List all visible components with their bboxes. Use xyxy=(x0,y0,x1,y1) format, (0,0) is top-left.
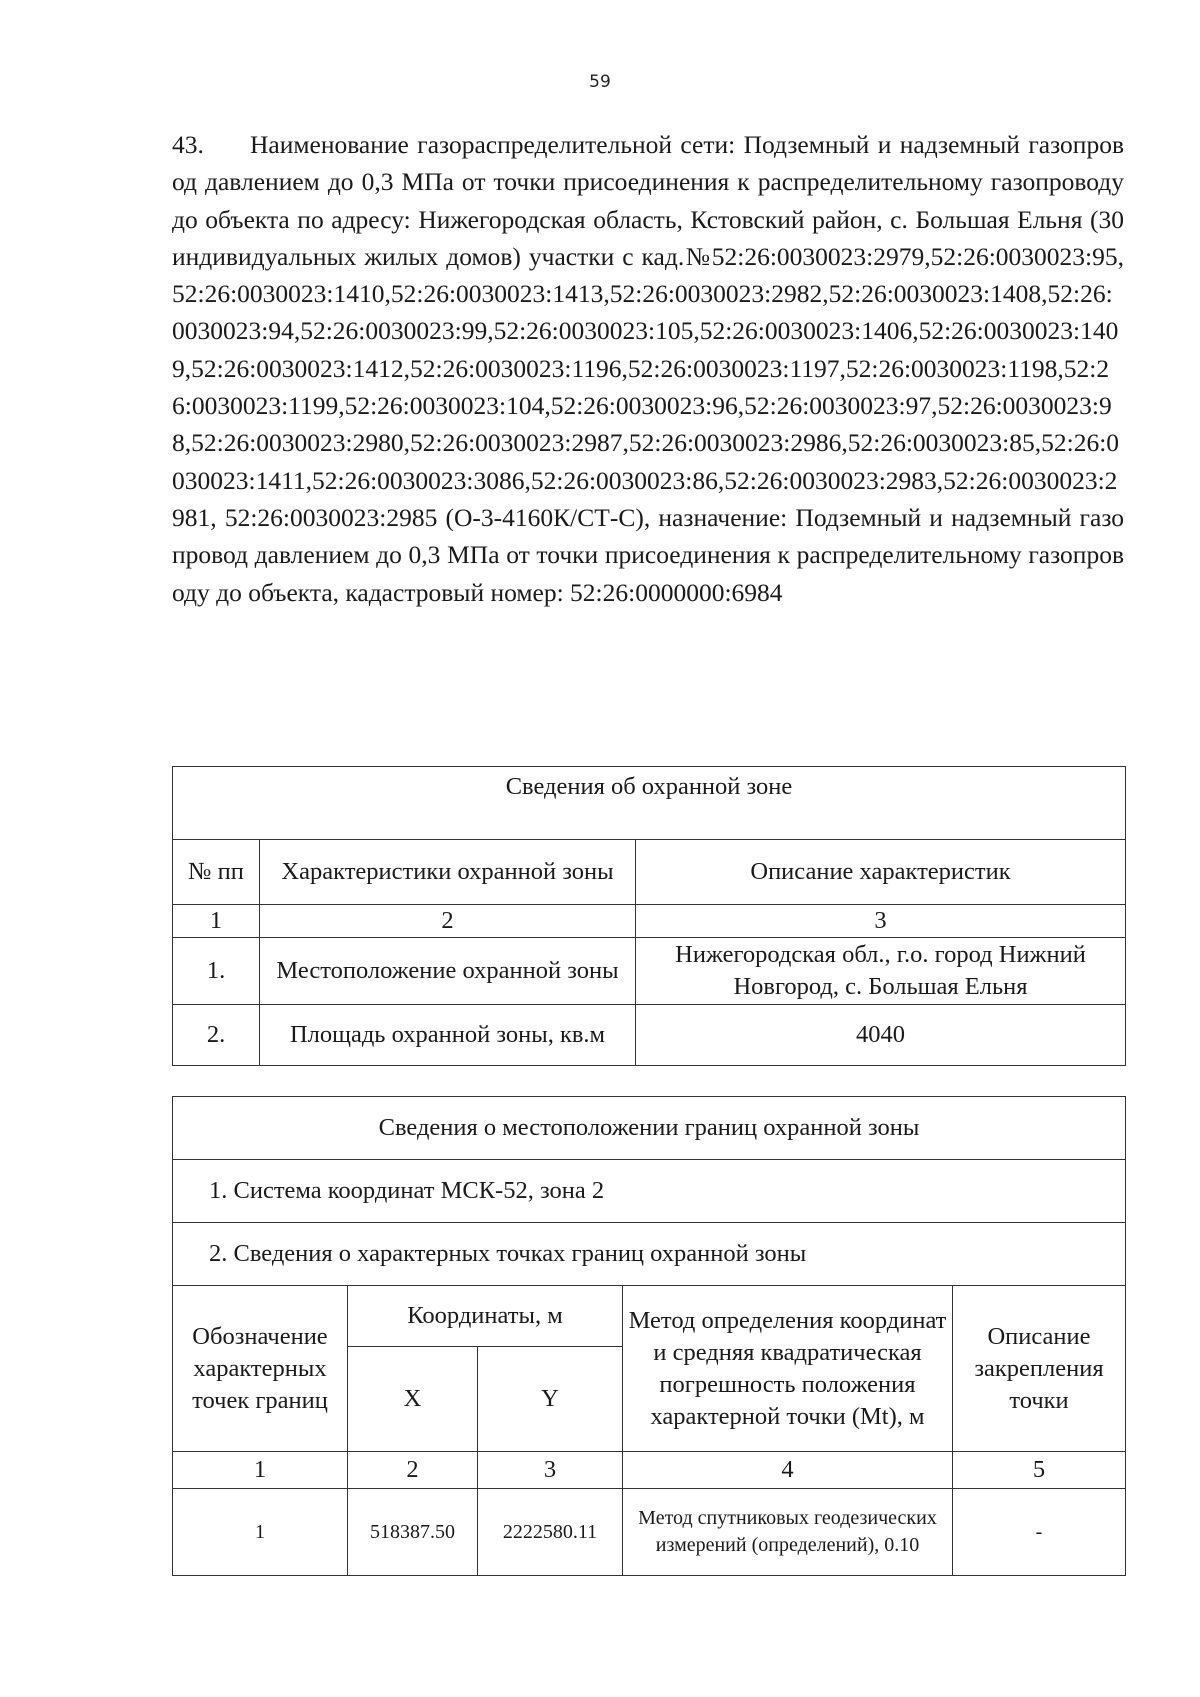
point-fixing: - xyxy=(953,1489,1126,1576)
column-number: 3 xyxy=(478,1452,623,1489)
point-designation: 1 xyxy=(173,1489,348,1576)
zone-table-title: Сведения об охранной зоне xyxy=(173,767,1126,840)
item-text: Наименование газораспределительной сети: Подземный и надземный газопровод давлением до 0,3 МПа от точки присоединения к распределительному газопроводу до объекта по адресу: Нижегородская область, Кстовский район, с. Большая Ельня (30 индивидуальных жилых домов) участки с кад.№52:26:0030023:2979,52:26:0030023:95,52:26:0030023:1410,52:26:0030023:1413,52:26:0030023:2982,52:26:0030023:1408,52:26:0030023:94,52:26:0030023:99,52:26:0030023:105,52:26:0030023:1406,52:26:0030023:1409,52:26:0030023:1412,52:26:0030023:1196,52:26:0030023:1197,52:26:0030023:1198,52:26:0030023:1199,52:26:0030023:104,52:26:0030023:96,52:26:0030023:97,52:26:0030023:98,52:26:0030023:2980,52:26:0030023:2987,52:26:0030023:2986,52:26:0030023:85,52:26:0030023:1411,52:26:0030023:3086,52:26:0030023:86,52:26:0030023:2983,52:26:0030023:2981, 52:26:0030023:2985 (О-3-4160К/СТ-С), назначение: Подземный и надземный газопровод давлением до 0,3 МПа от точки присоединения к распределительному газопроводу до объекта, кадастровый номер: 52:26:0000000:6984 xyxy=(172,130,1124,607)
points-info-row: 2. Сведения о характерных точках границ охранной зоны xyxy=(173,1223,1126,1286)
item-number: 43. xyxy=(172,130,204,159)
column-number: 1 xyxy=(173,905,260,938)
table-row xyxy=(173,1489,1126,1576)
page-number: 59 xyxy=(589,72,611,92)
header-method: Метод определения координат и средняя квадратическая погрешность положения характерной точки (Mt), м xyxy=(623,1286,953,1452)
row-description: 4040 xyxy=(636,1005,1126,1066)
zone-boundaries-table xyxy=(172,1096,1126,1576)
column-number: 1 xyxy=(173,1452,348,1489)
table-row xyxy=(173,938,1126,1005)
coordinate-system-row: 1. Система координат МСК-52, зона 2 xyxy=(173,1160,1126,1223)
column-number: 2 xyxy=(348,1452,478,1489)
column-number: 5 xyxy=(953,1452,1126,1489)
item-paragraph xyxy=(172,126,1124,611)
table-row xyxy=(173,1005,1126,1066)
header-fixing: Описание закрепления точки xyxy=(953,1286,1126,1452)
protection-zone-table xyxy=(172,766,1126,1066)
column-number: 4 xyxy=(623,1452,953,1489)
row-number: 1. xyxy=(173,938,260,1005)
header-number: № пп xyxy=(173,840,260,905)
point-x: 518387.50 xyxy=(348,1489,478,1576)
row-characteristic: Площадь охранной зоны, кв.м xyxy=(260,1005,636,1066)
header-designation: Обозначение характерных точек границ xyxy=(173,1286,348,1452)
header-x: X xyxy=(348,1347,478,1452)
row-number: 2. xyxy=(173,1005,260,1066)
point-y: 2222580.11 xyxy=(478,1489,623,1576)
header-description: Описание характеристик xyxy=(636,840,1126,905)
row-characteristic: Местоположение охранной зоны xyxy=(260,938,636,1005)
column-number: 2 xyxy=(260,905,636,938)
row-description: Нижегородская обл., г.о. город Нижний Новгород, с. Большая Ельня xyxy=(636,938,1126,1005)
header-coordinates: Координаты, м xyxy=(348,1286,623,1347)
column-number: 3 xyxy=(636,905,1126,938)
boundaries-table-title: Сведения о местоположении границ охранной зоны xyxy=(173,1097,1126,1160)
point-method: Метод спутниковых геодезических измерений (определений), 0.10 xyxy=(623,1489,953,1576)
header-characteristics: Характеристики охранной зоны xyxy=(260,840,636,905)
header-y: Y xyxy=(478,1347,623,1452)
